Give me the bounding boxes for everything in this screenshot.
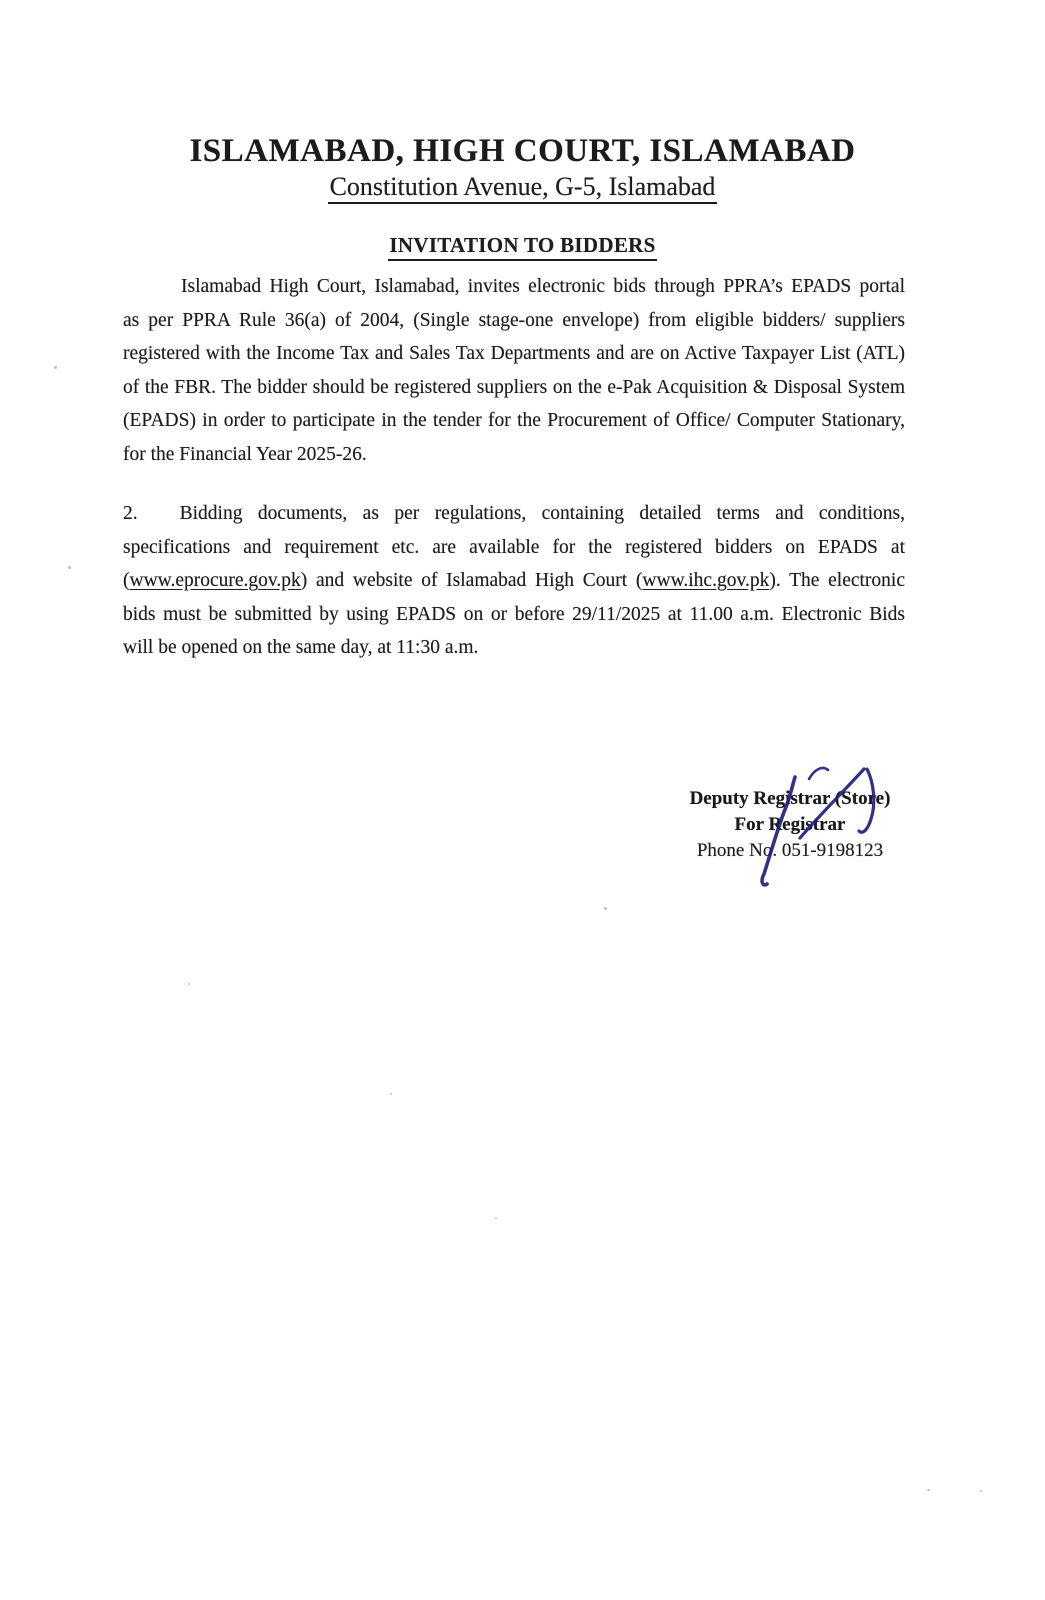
text-segment: Islamabad High Court, Islamabad, invites electronic bids through PPRA’s EPADS portal — [181, 276, 905, 297]
url-text: www.ihc.gov.pk — [642, 570, 770, 591]
text-segment: ( — [123, 570, 130, 591]
signatory-for-registrar: For Registrar — [734, 814, 846, 835]
scan-speck — [390, 1093, 392, 1095]
section-heading-text: INVITATION TO BIDDERS — [388, 233, 656, 261]
text-line — [123, 564, 905, 598]
text-segment: (EPADS) in order to participate in the tender for the Procurement of Office/ Computer Stationary, — [123, 410, 905, 431]
scan-speck — [980, 1490, 982, 1492]
list-number-gap — [138, 518, 180, 519]
text-line — [123, 337, 905, 371]
text-segment: Bidding documents, as per regulations, containing detailed terms and conditions, — [179, 503, 905, 524]
text-line — [123, 404, 905, 438]
text-segment: 2. — [123, 503, 138, 524]
document-title: ISLAMABAD, HIGH COURT, ISLAMABAD — [189, 133, 856, 169]
text-segment: ) and website of Islamabad High Court ( — [300, 570, 643, 591]
text-segment: bids must be submitted by using EPADS on or before 29/11/2025 at 11.00 a.m. Electronic Bids — [123, 603, 905, 625]
text-line — [123, 438, 905, 472]
text-line — [123, 371, 905, 405]
text-segment: specifications and requirement etc. are available for the registered bidders on EPADS at — [123, 536, 905, 558]
text-line — [123, 531, 905, 565]
scan-speck — [495, 1217, 497, 1219]
scan-speck — [604, 907, 607, 910]
url-text: www.eprocure.gov.pk — [129, 570, 301, 591]
signatory-phone-number: Phone No. 051-9198123 — [696, 840, 884, 861]
text-segment: will be opened on the same day, at 11:30 a.m. — [123, 637, 479, 658]
document-subtitle-text: Constitution Avenue, G-5, Islamabad — [328, 172, 718, 204]
scan-speck — [68, 566, 71, 569]
text-line — [123, 304, 905, 338]
scan-speck — [54, 366, 57, 369]
signature-block — [660, 786, 920, 864]
paragraph-bidding-documents — [123, 497, 905, 665]
text-line — [123, 598, 905, 632]
text-line — [123, 497, 905, 531]
scan-speck — [927, 1489, 930, 1491]
text-segment: ). The electronic — [769, 570, 905, 591]
text-segment: of the FBR. The bidder should be registered suppliers on the e-Pak Acquisition & Disposal System — [123, 376, 905, 398]
text-line — [123, 270, 905, 304]
signatory-designation: Deputy Registrar (Store) — [689, 788, 891, 809]
text-segment: for the Financial Year 2025-26. — [123, 443, 367, 465]
paragraph-intro — [123, 270, 905, 471]
text-segment: registered with the Income Tax and Sales Tax Departments and are on Active Taxpayer List (ATL) — [123, 343, 905, 364]
text-line — [123, 631, 905, 665]
scan-speck — [188, 983, 190, 985]
text-segment: as per PPRA Rule 36(a) of 2004, (Single stage-one envelope) from eligible bidders/ suppliers — [123, 309, 905, 331]
